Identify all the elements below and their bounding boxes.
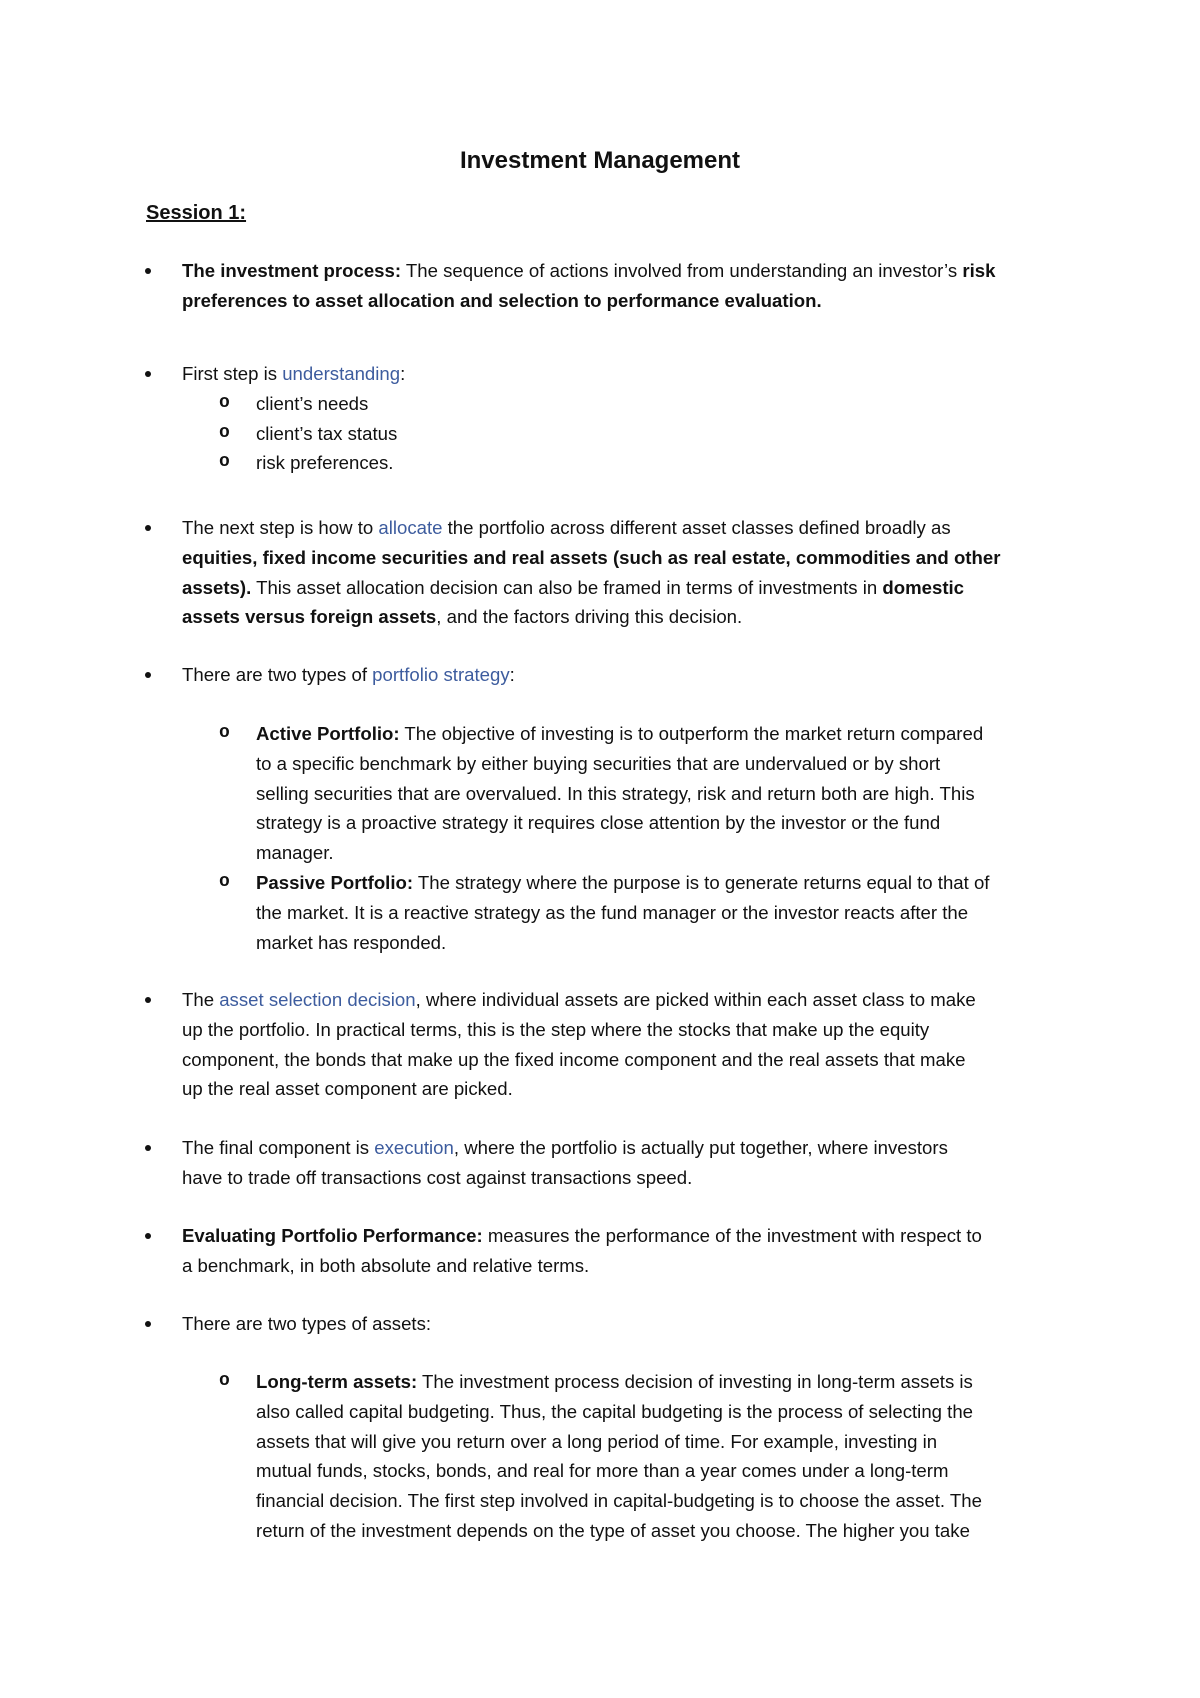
term-emphasis: assets versus foreign assets [182, 606, 437, 628]
body-text: This asset allocation decision can also be framed in terms of investments in [251, 576, 883, 598]
bullet-asset-selection [0, 985, 1200, 1104]
body-text: The [182, 989, 220, 1010]
list-item-line [0, 359, 1200, 389]
list-item-line [0, 1221, 1200, 1251]
term-emphasis: assets). [182, 576, 252, 598]
bullet-investment-process [0, 256, 1200, 316]
body-text: up the real asset component are picked. [182, 1078, 513, 1100]
bullet-first-step [0, 359, 1200, 478]
bullet-dot-icon [145, 672, 151, 678]
list-item-line [0, 602, 1200, 632]
sub-item-active-portfolio [0, 719, 1200, 957]
sub-item-text: client’s tax status [256, 422, 398, 444]
list-item-line [0, 1133, 1200, 1163]
body-text: assets that will give you return over a long period of time. For example, investing in [256, 1430, 938, 1452]
body-text: : [400, 363, 406, 384]
bullet-asset-types [0, 1309, 1200, 1339]
bullet-dot-icon [145, 525, 151, 531]
sub-item-text: risk preferences. [256, 452, 394, 474]
body-text: component, the bonds that make up the fixed income component and the real assets that make [182, 1048, 966, 1070]
term-emphasis: domestic [882, 576, 965, 598]
body-text: measures the performance of the investment with respect to [482, 1225, 982, 1246]
body-text: selling securities that are overvalued. In this strategy, risk and return both are high. This [256, 782, 975, 804]
term-label: Evaluating Portfolio Performance: [182, 1225, 483, 1246]
term-label: Active Portfolio: [256, 723, 400, 744]
body-text: , and the factors driving this decision. [436, 606, 743, 628]
list-item-line [0, 513, 1200, 543]
sub-bullet-icon: o [219, 723, 230, 743]
body-text: market has responded. [256, 931, 447, 953]
page-title: Investment Management [459, 147, 741, 174]
body-text: : [509, 664, 515, 685]
bullet-dot-icon [145, 371, 151, 377]
body-text: a benchmark, in both absolute and relative terms. [182, 1254, 590, 1276]
body-text: the portfolio across different asset classes defined broadly as [442, 517, 951, 538]
term-label: The investment process: [182, 260, 402, 281]
sub-bullet-icon: o [219, 452, 230, 473]
body-text: strategy is a proactive strategy it requires close attention by the investor or the fund [256, 812, 941, 834]
list-item-line [0, 286, 1200, 316]
body-text: manager. [256, 842, 334, 864]
sub-list-item [0, 1367, 1200, 1397]
sub-bullet-icon: o [219, 871, 230, 892]
body-text: financial decision. The first step involved in capital-budgeting is to choose the asset. The [256, 1490, 982, 1512]
sub-bullet-icon: o [219, 392, 230, 413]
body-text: The objective of investing is to outperform the market return compared [399, 723, 984, 744]
bullet-execution [0, 1133, 1200, 1193]
body-text: The next step is how to [182, 517, 379, 538]
bullet-allocation [0, 513, 1200, 632]
body-text: The investment process decision of investing in long-term assets is [417, 1371, 973, 1392]
bullet-dot-icon [145, 268, 151, 274]
list-item-line [0, 1309, 1200, 1339]
list-item-line [0, 985, 1200, 1015]
sub-list-item [0, 868, 1200, 898]
bullet-dot-icon [145, 997, 151, 1003]
sub-item-text: client’s needs [256, 392, 369, 414]
bullet-evaluating-performance [0, 1221, 1200, 1281]
sub-list-item [0, 448, 1200, 478]
bullet-dot-icon [145, 1321, 151, 1327]
term-emphasis: equities, fixed income securities and real assets (such as real estate, commodities and other [182, 546, 1001, 568]
list-item-line [0, 660, 1200, 690]
sub-item-long-term-assets [0, 1367, 1200, 1546]
body-text: The strategy where the purpose is to generate returns equal to that of [413, 871, 990, 893]
body-text: also called capital budgeting. Thus, the capital budgeting is the process of selecting the [256, 1400, 974, 1422]
list-item-line [0, 543, 1200, 573]
body-text: , where individual assets are picked within each asset class to make [415, 989, 976, 1010]
term-label: Passive Portfolio: [256, 871, 414, 893]
sub-list-item [0, 419, 1200, 449]
bullet-dot-icon [145, 1145, 151, 1151]
bullet-dot-icon [145, 1233, 151, 1239]
portfolio-strategy-link[interactable]: portfolio strategy [372, 664, 510, 685]
body-text: mutual funds, stocks, bonds, and real for more than a year comes under a long-term [256, 1460, 949, 1482]
execution-link[interactable]: execution [374, 1137, 454, 1158]
body-text: have to trade off transactions cost against transactions speed. [182, 1166, 693, 1188]
body-text: The sequence of actions involved from understanding an investor’s [401, 260, 963, 281]
body-text: up the portfolio. In practical terms, this is the step where the stocks that make up the equity [182, 1018, 930, 1040]
body-text: return of the investment depends on the type of asset you choose. The higher you take [256, 1519, 970, 1541]
allocate-link[interactable]: allocate [378, 517, 443, 538]
body-text: , where the portfolio is actually put together, where investors [453, 1137, 948, 1158]
body-text: First step is [182, 363, 283, 384]
understanding-link[interactable]: understanding [282, 363, 401, 384]
body-text: the market. It is a reactive strategy as the fund manager or the investor reacts after the [256, 901, 969, 923]
sub-list-item [0, 719, 1200, 749]
list-item-line [0, 573, 1200, 603]
body-text: There are two types of [182, 664, 373, 685]
list-item-line [0, 256, 1200, 286]
term-label: Long-term assets: [256, 1371, 418, 1392]
term-emphasis: preferences to asset allocation and selection to performance evaluation. [182, 289, 822, 311]
term-emphasis: risk [962, 260, 996, 281]
sub-list-item [0, 389, 1200, 419]
asset-selection-link[interactable]: asset selection decision [219, 989, 416, 1010]
sub-bullet-icon: o [219, 422, 230, 443]
session-heading: Session 1: [146, 202, 247, 224]
body-text: There are two types of assets: [182, 1313, 432, 1334]
body-text: The final component is [182, 1137, 375, 1158]
sub-bullet-icon: o [219, 1371, 230, 1391]
body-text: to a specific benchmark by either buying securities that are undervalued or by short [256, 752, 941, 774]
bullet-portfolio-strategy [0, 660, 1200, 690]
